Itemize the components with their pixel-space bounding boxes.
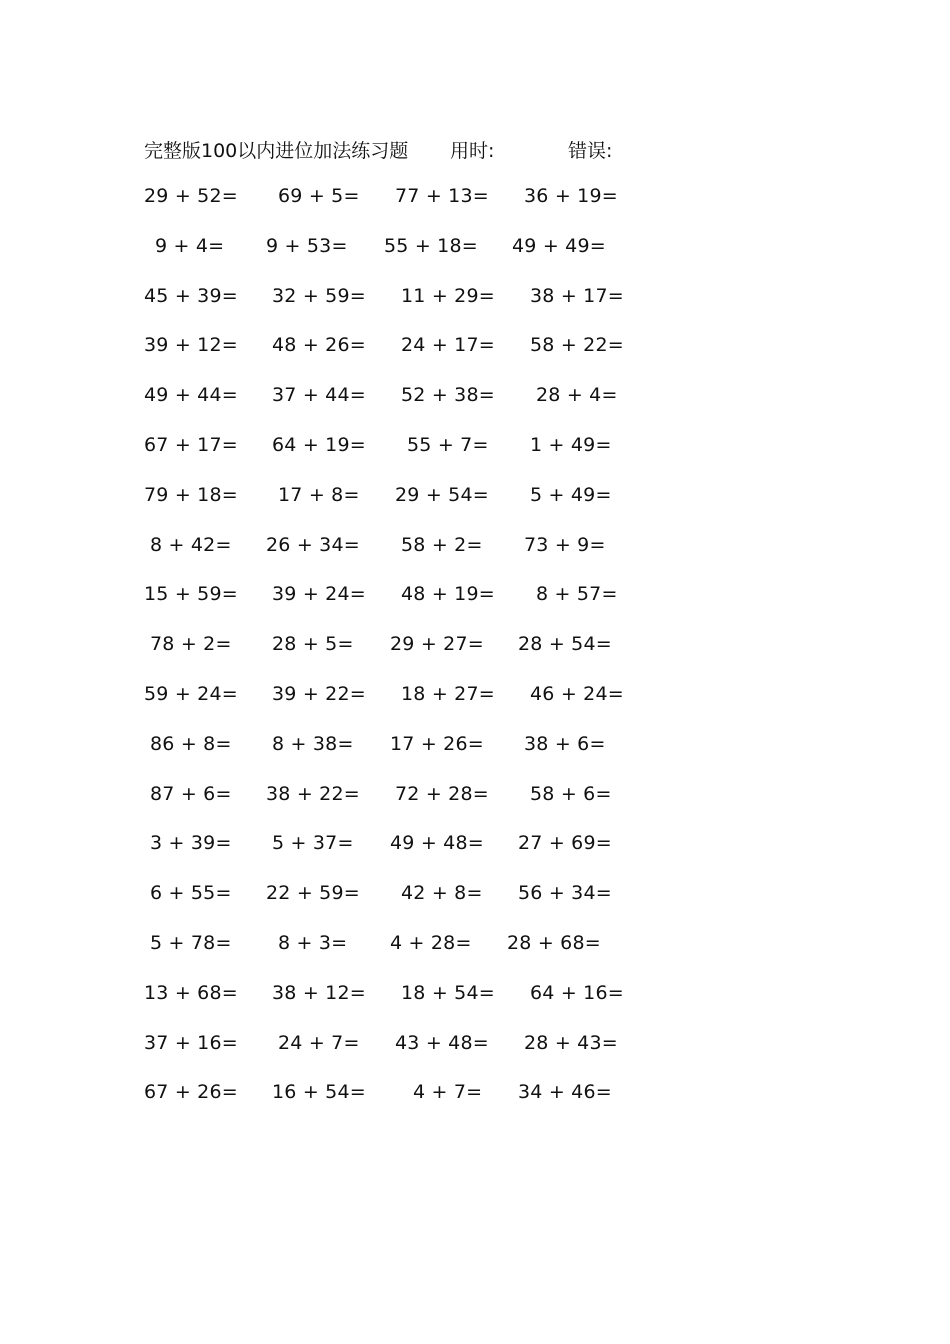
problem-row [0, 982, 950, 1012]
addition-problem: 13 + 68= [144, 981, 238, 1004]
addition-problem: 38 + 6= [524, 732, 606, 755]
addition-problem: 8 + 57= [536, 583, 618, 606]
addition-problem: 72 + 28= [395, 782, 489, 805]
addition-problem: 86 + 8= [150, 732, 232, 755]
addition-problem: 24 + 17= [401, 334, 495, 357]
addition-problem: 8 + 38= [272, 732, 354, 755]
addition-problem: 77 + 13= [395, 185, 489, 207]
problem-row [0, 882, 950, 912]
addition-problem: 49 + 49= [512, 234, 606, 257]
worksheet-title: 完整版100以内进位加法练习题 [144, 140, 409, 162]
addition-problem: 16 + 54= [272, 1081, 366, 1104]
problem-row [0, 434, 950, 464]
addition-problem: 48 + 26= [272, 334, 366, 357]
problem-row [0, 583, 950, 613]
addition-problem: 3 + 39= [150, 832, 232, 855]
addition-problem: 38 + 12= [272, 981, 366, 1004]
addition-problem: 67 + 26= [144, 1081, 238, 1104]
addition-problem: 73 + 9= [524, 533, 606, 556]
addition-problem: 28 + 4= [536, 384, 618, 407]
addition-problem: 32 + 59= [272, 284, 366, 307]
addition-problem: 29 + 52= [144, 185, 238, 207]
addition-problem: 34 + 46= [518, 1081, 612, 1104]
problem-row [0, 185, 950, 215]
addition-problem: 8 + 3= [278, 932, 348, 954]
addition-problem: 15 + 59= [144, 583, 238, 606]
addition-problem: 18 + 27= [401, 683, 495, 705]
addition-problem: 58 + 6= [530, 782, 612, 805]
time-label: 用时: [450, 140, 495, 162]
addition-problem: 43 + 48= [395, 1031, 489, 1054]
addition-problem: 24 + 7= [278, 1031, 360, 1054]
addition-problem: 46 + 24= [530, 683, 624, 705]
addition-problem: 17 + 8= [278, 483, 360, 506]
addition-problem: 36 + 19= [524, 185, 618, 207]
addition-problem: 28 + 5= [272, 633, 354, 656]
addition-problem: 5 + 78= [150, 932, 232, 954]
addition-problem: 59 + 24= [144, 683, 238, 705]
addition-problem: 26 + 34= [266, 533, 360, 556]
addition-problem: 67 + 17= [144, 434, 238, 456]
problem-row [0, 633, 950, 663]
addition-problem: 37 + 44= [272, 384, 366, 407]
addition-problem: 69 + 5= [278, 185, 360, 207]
addition-problem: 9 + 4= [155, 234, 225, 257]
problem-row [0, 384, 950, 414]
addition-problem: 49 + 48= [390, 832, 484, 855]
addition-problem: 79 + 18= [144, 483, 238, 506]
problem-row [0, 783, 950, 813]
problem-row [0, 484, 950, 514]
problem-row [0, 334, 950, 364]
addition-problem: 6 + 55= [150, 882, 232, 905]
addition-problem: 17 + 26= [390, 732, 484, 755]
problem-row [0, 932, 950, 962]
addition-problem: 58 + 2= [401, 533, 483, 556]
addition-problem: 58 + 22= [530, 334, 624, 357]
addition-problem: 64 + 19= [272, 434, 366, 456]
addition-problem: 52 + 38= [401, 384, 495, 407]
addition-problem: 1 + 49= [530, 434, 612, 456]
addition-problem: 28 + 43= [524, 1031, 618, 1054]
addition-problem: 5 + 49= [530, 483, 612, 506]
addition-problem: 38 + 22= [266, 782, 360, 805]
addition-problem: 18 + 54= [401, 981, 495, 1004]
addition-problem: 39 + 22= [272, 683, 366, 705]
addition-problem: 29 + 27= [390, 633, 484, 656]
problem-row [0, 683, 950, 713]
problem-row [0, 1032, 950, 1062]
addition-problem: 45 + 39= [144, 284, 238, 307]
addition-problem: 5 + 37= [272, 832, 354, 855]
addition-problem: 4 + 7= [413, 1081, 483, 1104]
problem-row [0, 733, 950, 763]
addition-problem: 28 + 68= [507, 932, 601, 954]
addition-problem: 78 + 2= [150, 633, 232, 656]
problem-row [0, 235, 950, 265]
addition-problem: 55 + 18= [384, 234, 478, 257]
addition-problem: 39 + 12= [144, 334, 238, 357]
problem-row [0, 285, 950, 315]
addition-problem: 64 + 16= [530, 981, 624, 1004]
addition-problem: 56 + 34= [518, 882, 612, 905]
addition-problem: 39 + 24= [272, 583, 366, 606]
addition-problem: 29 + 54= [395, 483, 489, 506]
addition-problem: 55 + 7= [407, 434, 489, 456]
addition-problem: 87 + 6= [150, 782, 232, 805]
addition-problem: 28 + 54= [518, 633, 612, 656]
addition-problem: 9 + 53= [266, 234, 348, 257]
addition-problem: 8 + 42= [150, 533, 232, 556]
problem-row [0, 832, 950, 862]
error-label: 错误: [568, 140, 613, 162]
addition-problem: 49 + 44= [144, 384, 238, 407]
addition-problem: 38 + 17= [530, 284, 624, 307]
addition-problem: 42 + 8= [401, 882, 483, 905]
addition-problem: 22 + 59= [266, 882, 360, 905]
problem-row [0, 1081, 950, 1111]
addition-problem: 4 + 28= [390, 932, 472, 954]
addition-problem: 27 + 69= [518, 832, 612, 855]
problem-row [0, 534, 950, 564]
addition-problem: 48 + 19= [401, 583, 495, 606]
addition-problem: 37 + 16= [144, 1031, 238, 1054]
addition-problem: 11 + 29= [401, 284, 495, 307]
